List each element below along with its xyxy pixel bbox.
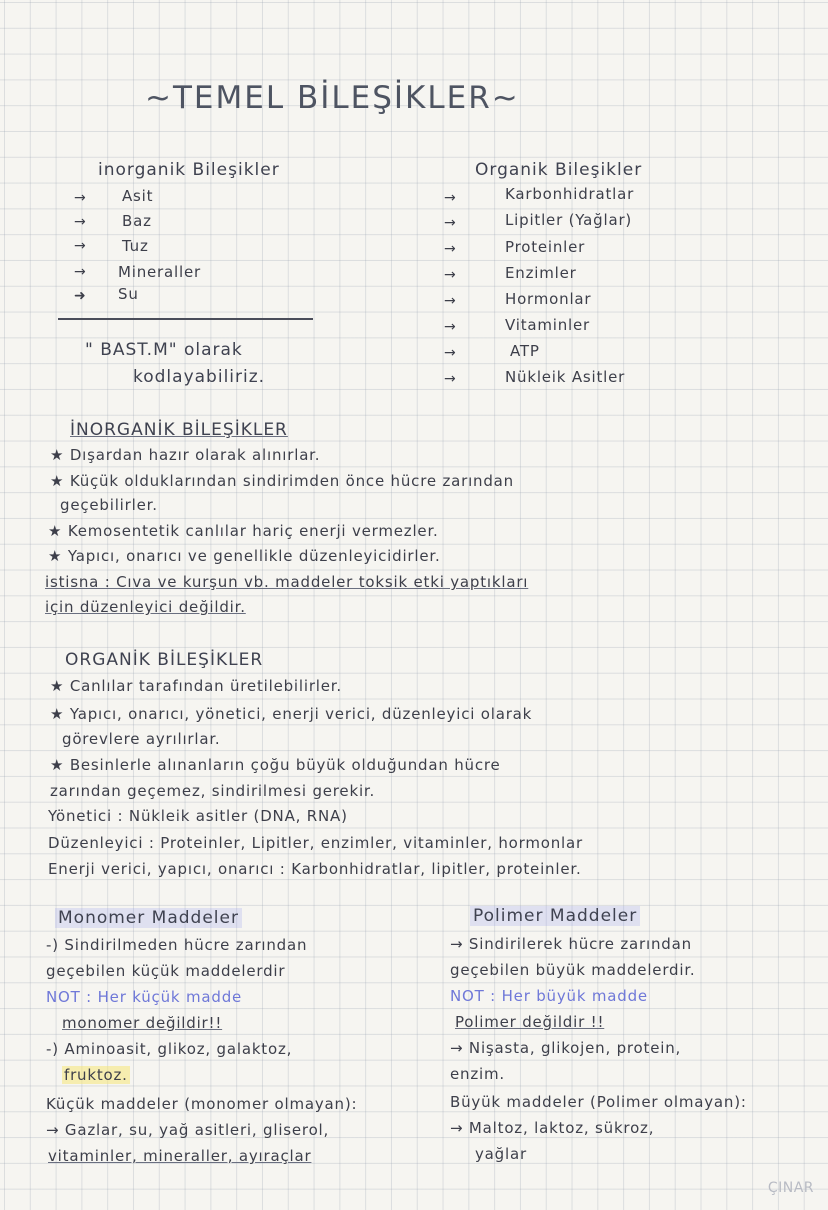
mnemonic-line-2: kodlayabiliriz. <box>133 367 266 387</box>
organic-item: Nükleik Asitler <box>505 368 626 386</box>
role-line: Yönetici : Nükleik asitler (DNA, RNA) <box>48 807 348 825</box>
inorganic-line: geçebilirler. <box>60 496 158 514</box>
inorganic-item: Tuz <box>122 237 149 255</box>
organic-line: görevlere ayrılırlar. <box>62 730 221 748</box>
role-line: Enerji verici, yapıcı, onarıcı : Karbonhidratlar, lipitler, proteinler. <box>48 860 582 878</box>
inorganic-section-heading: İNORGANİK BİLEŞİKLER <box>70 420 288 440</box>
organic-item: ATP <box>510 342 540 360</box>
organic-line: ★ Besinlerle alınanların çoğu büyük olduğundan hücre <box>50 756 501 774</box>
arrow-icon: → <box>444 190 456 206</box>
arrow-icon: ➜ <box>74 288 86 304</box>
organic-line: ★ Canlılar tarafından üretilebilirler. <box>50 677 342 695</box>
organic-item: Enzimler <box>505 264 577 282</box>
polymer-line: Büyük maddeler (Polimer olmayan): <box>450 1093 747 1111</box>
arrow-icon: → <box>444 215 456 231</box>
inorganic-line: ★ Yapıcı, onarıcı ve genellikle düzenleyicidirler. <box>48 547 441 565</box>
organic-item: Hormonlar <box>505 290 592 308</box>
organic-list-header: Organik Bileşikler <box>475 160 643 180</box>
polymer-line: Polimer değildir !! <box>455 1013 605 1031</box>
arrow-icon: → <box>444 371 456 387</box>
arrow-icon: → <box>74 238 86 254</box>
organic-item: Vitaminler <box>505 316 591 334</box>
organic-line: ★ Yapıcı, onarıcı, yönetici, enerji verici, düzenleyici olarak <box>50 705 533 723</box>
arrow-icon: → <box>74 190 86 206</box>
polymer-line: enzim. <box>450 1065 505 1083</box>
monomer-line-text: fruktoz. <box>64 1066 128 1084</box>
polymer-note: NOT : Her büyük madde <box>450 987 648 1005</box>
watermark-logo: ÇINAR <box>767 1180 814 1196</box>
inorganic-line: ★ Kemosentetik canlılar hariç enerji vermezler. <box>48 522 439 540</box>
inorganic-line: ★ Dışardan hazır olarak alınırlar. <box>50 446 321 464</box>
organic-item: Karbonhidratlar <box>505 185 635 203</box>
inorganic-item: Mineraller <box>118 263 201 281</box>
inorganic-item: Baz <box>122 212 152 230</box>
exception-line: istisna : Cıva ve kurşun vb. maddeler toksik etki yaptıkları <box>45 573 529 591</box>
polymer-heading-text: Polimer Maddeler <box>470 906 640 926</box>
monomer-note: NOT : Her küçük madde <box>46 988 243 1006</box>
mnemonic-line-1: " BAST.M" olarak <box>85 340 243 360</box>
polymer-line: → Sindirilerek hücre zarından <box>450 935 692 953</box>
organic-section-heading: ORGANİK BİLEŞİKLER <box>65 650 264 670</box>
organic-line: zarından geçemez, sindirilmesi gerekir. <box>50 782 376 800</box>
arrow-icon: → <box>444 345 456 361</box>
inorganic-list-header: inorganik Bileşikler <box>98 160 280 180</box>
monomer-heading <box>55 908 242 928</box>
monomer-line: Küçük maddeler (monomer olmayan): <box>46 1095 358 1113</box>
inorganic-item: Asit <box>122 187 154 205</box>
monomer-line: -) Aminoasit, glikoz, galaktoz, <box>46 1040 293 1058</box>
inorganic-item: Su <box>118 285 139 303</box>
organic-item: Lipitler (Yağlar) <box>505 211 633 229</box>
monomer-line: -) Sindirilmeden hücre zarından <box>46 936 308 954</box>
polymer-line: yağlar <box>475 1145 527 1163</box>
page-title: ~TEMEL BİLEŞİKLER~ <box>145 80 520 116</box>
divider-line <box>58 318 313 320</box>
monomer-line: → Gazlar, su, yağ asitleri, gliserol, <box>46 1121 330 1139</box>
role-line: Düzenleyici : Proteinler, Lipitler, enzimler, vitaminler, hormonlar <box>48 834 583 852</box>
arrow-icon: → <box>444 241 456 257</box>
polymer-heading <box>470 906 640 926</box>
monomer-line: monomer değildir!! <box>62 1014 223 1032</box>
polymer-line: geçebilen büyük maddelerdir. <box>450 961 696 979</box>
arrow-icon: → <box>444 267 456 283</box>
inorganic-line: ★ Küçük olduklarından sindirimden önce hücre zarından <box>50 472 514 490</box>
monomer-line: geçebilen küçük maddelerdir <box>46 962 286 980</box>
monomer-line: vitaminler, mineraller, ayıraçlar <box>48 1147 312 1165</box>
arrow-icon: → <box>444 293 456 309</box>
arrow-icon: → <box>74 214 86 230</box>
polymer-line: → Nişasta, glikojen, protein, <box>450 1039 682 1057</box>
arrow-icon: → <box>74 264 86 280</box>
monomer-line <box>62 1066 130 1084</box>
organic-item: Proteinler <box>505 238 586 256</box>
exception-line: için düzenleyici değildir. <box>45 598 246 616</box>
arrow-icon: → <box>444 319 456 335</box>
polymer-line: → Maltoz, laktoz, sükroz, <box>450 1119 655 1137</box>
monomer-heading-text: Monomer Maddeler <box>55 908 242 928</box>
